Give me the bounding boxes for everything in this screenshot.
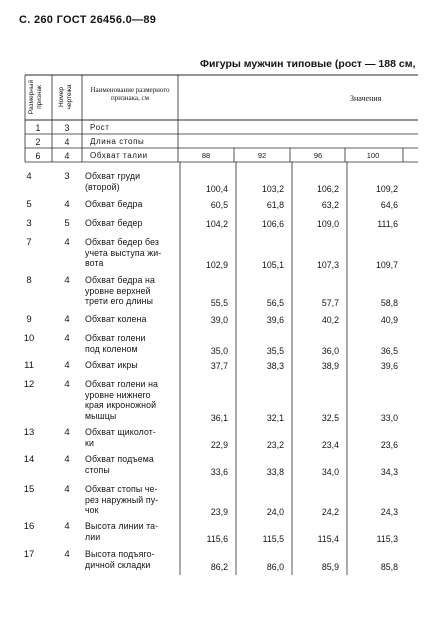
measurement-value: 106,6 bbox=[261, 219, 284, 229]
size-sign-id: 8 bbox=[26, 275, 32, 286]
measurement-value: 39,6 bbox=[266, 315, 284, 325]
drawing-number: 4 bbox=[64, 379, 70, 390]
drawing-number-header: Номер чертежа bbox=[58, 84, 73, 110]
measurement-value: 33,0 bbox=[380, 412, 398, 423]
size-sign-name: Обхват щиколот- bbox=[85, 427, 156, 437]
values-header: Значения bbox=[350, 94, 382, 103]
measurement-value: 34,3 bbox=[380, 466, 398, 477]
drawing-number: 4 bbox=[64, 549, 70, 560]
size-sign-name: мышцы bbox=[85, 410, 117, 421]
size-sign-id: 9 bbox=[26, 314, 32, 325]
size-sign-id: 7 bbox=[26, 237, 32, 248]
size-sign-name: Рост bbox=[90, 123, 110, 132]
size-sign-name: уровне верхней bbox=[85, 285, 151, 296]
measurement-value: 86,2 bbox=[210, 561, 228, 572]
size-sign-id: 15 bbox=[23, 484, 35, 495]
size-sign-name: Обхват голени bbox=[85, 333, 146, 343]
size-sign-name: рез наружный пу- bbox=[85, 494, 159, 505]
measurement-value: 39,0 bbox=[210, 315, 228, 325]
size-sign-name: под коленом bbox=[85, 343, 138, 354]
measurement-value: 102,9 bbox=[205, 260, 228, 270]
measurement-value: 111,6 bbox=[377, 219, 398, 229]
size-sign-name: Длина стопы bbox=[90, 137, 145, 146]
measurement-value: 85,8 bbox=[380, 561, 398, 572]
measurement-value: 39,6 bbox=[380, 361, 398, 371]
drawing-number: 4 bbox=[64, 151, 70, 161]
size-sign-name: трети его длины bbox=[85, 296, 154, 306]
size-sign-id: 2 bbox=[35, 137, 41, 147]
measurement-value: 40,2 bbox=[321, 315, 339, 325]
size-value: 96 bbox=[313, 151, 323, 160]
measurement-value: 37,7 bbox=[210, 361, 228, 371]
drawing-number: 4 bbox=[64, 275, 70, 286]
size-sign-name: Обхват колена bbox=[85, 314, 147, 324]
size-sign-id: 14 bbox=[23, 454, 35, 465]
measurement-value: 60,5 bbox=[210, 200, 228, 210]
drawing-number: 4 bbox=[64, 314, 70, 325]
measurement-value: 35,0 bbox=[210, 345, 228, 356]
size-sign-name: Обхват груди bbox=[85, 171, 141, 181]
drawing-number: 3 bbox=[64, 171, 70, 182]
table-caption: Фигуры мужчин типовые (рост — 188 см, bbox=[200, 58, 416, 70]
size-sign-name: вота bbox=[85, 258, 104, 268]
measurement-value: 109,2 bbox=[375, 183, 398, 194]
measurement-value: 24,0 bbox=[266, 507, 284, 517]
measurement-value: 23,4 bbox=[321, 439, 339, 450]
measurement-value: 36,5 bbox=[380, 345, 398, 356]
size-sign-header: Размерный признак bbox=[28, 79, 43, 115]
size-sign-name: Обхват бедра bbox=[85, 199, 143, 209]
drawing-number: 4 bbox=[64, 484, 70, 495]
measurement-value: 109,0 bbox=[316, 219, 339, 229]
measurement-value: 38,3 bbox=[266, 361, 284, 371]
size-sign-id: 4 bbox=[26, 171, 32, 182]
measurement-value: 104,2 bbox=[205, 219, 228, 229]
measurement-value: 33,6 bbox=[210, 466, 228, 477]
size-sign-name: Обхват бедер bbox=[85, 218, 143, 228]
measurement-value: 35,5 bbox=[266, 345, 284, 356]
size-sign-name: Обхват бедер без bbox=[85, 237, 160, 247]
measurement-value: 58,8 bbox=[380, 298, 398, 308]
drawing-number: 4 bbox=[64, 454, 70, 465]
measurement-value: 32,5 bbox=[321, 412, 339, 423]
measurement-value: 40,9 bbox=[380, 315, 398, 325]
measurement-value: 33,8 bbox=[266, 466, 284, 477]
size-sign-name: Обхват талии bbox=[90, 151, 148, 160]
measurement-value: 63,2 bbox=[321, 200, 339, 210]
drawing-number: 4 bbox=[64, 427, 70, 438]
measurement-value: 64,6 bbox=[380, 200, 398, 210]
size-sign-name: Высота подъяго- bbox=[85, 549, 155, 559]
size-sign-name: чок bbox=[85, 505, 99, 515]
measurement-value: 57,7 bbox=[321, 298, 339, 308]
drawing-number: 4 bbox=[64, 199, 70, 210]
drawing-number: 4 bbox=[64, 137, 70, 147]
name-header: Наименование размерного признака, см bbox=[90, 86, 170, 102]
drawing-number: 4 bbox=[64, 333, 70, 344]
size-sign-name: Обхват голени на bbox=[85, 379, 159, 389]
measurement-value: 115,3 bbox=[376, 533, 398, 544]
size-sign-id: 5 bbox=[26, 199, 32, 210]
measurement-value: 107,3 bbox=[316, 260, 339, 270]
measurement-value: 85,9 bbox=[321, 561, 339, 572]
measurement-value: 100,4 bbox=[205, 183, 228, 194]
measurement-value: 32,1 bbox=[266, 412, 284, 423]
measurement-value: 55,5 bbox=[210, 298, 228, 308]
measurement-value: 24,2 bbox=[321, 507, 339, 517]
size-value: 88 bbox=[201, 151, 211, 160]
size-sign-name: Обхват подъема bbox=[85, 454, 154, 464]
measurement-value: 61,8 bbox=[266, 200, 284, 210]
size-sign-id: 3 bbox=[26, 218, 32, 229]
size-sign-name: дичной складки bbox=[85, 559, 151, 570]
measurement-value: 38,9 bbox=[321, 361, 339, 371]
measurement-value: 103,2 bbox=[261, 183, 284, 194]
size-value: 100 bbox=[366, 151, 380, 160]
size-sign-name: Обхват стопы че- bbox=[85, 484, 158, 494]
measurement-value: 36,0 bbox=[321, 345, 339, 356]
size-sign-name: лии bbox=[85, 531, 101, 542]
size-sign-name: (второй) bbox=[85, 181, 120, 192]
drawing-number: 4 bbox=[64, 237, 70, 248]
measurement-value: 34,0 bbox=[321, 466, 339, 477]
size-sign-id: 11 bbox=[24, 360, 34, 371]
size-sign-id: 16 bbox=[23, 521, 35, 532]
measurement-value: 105,1 bbox=[261, 260, 284, 270]
size-sign-name: ки bbox=[85, 437, 94, 448]
measurement-value: 106,2 bbox=[316, 183, 339, 194]
measurement-value: 115,5 bbox=[262, 533, 284, 544]
measurement-value: 23,2 bbox=[266, 439, 284, 450]
size-sign-name: Обхват бедра на bbox=[85, 275, 155, 285]
measurement-value: 23,6 bbox=[380, 439, 398, 450]
measurement-value: 109,7 bbox=[375, 260, 398, 270]
drawing-number: 4 bbox=[64, 521, 70, 532]
size-sign-id: 12 bbox=[23, 379, 35, 390]
size-sign-id: 6 bbox=[35, 151, 41, 161]
size-sign-id: 1 bbox=[35, 123, 41, 133]
drawing-number: 3 bbox=[64, 123, 70, 133]
size-sign-id: 10 bbox=[23, 333, 35, 344]
size-sign-name: учета выступа жи- bbox=[85, 247, 162, 258]
measurement-value: 24,3 bbox=[380, 507, 398, 517]
measurement-value: 22,9 bbox=[210, 439, 228, 450]
measurement-value: 86,0 bbox=[266, 561, 284, 572]
size-sign-name: края икроножной bbox=[85, 400, 157, 410]
measurement-value: 115,6 bbox=[206, 533, 228, 544]
measurement-value: 36,1 bbox=[210, 412, 228, 423]
size-value: 92 bbox=[257, 151, 267, 160]
page-header: С. 260 ГОСТ 26456.0—89 bbox=[19, 14, 157, 26]
size-sign-id: 17 bbox=[23, 549, 35, 560]
drawing-number: 5 bbox=[64, 218, 70, 229]
measurement-value: 56,5 bbox=[266, 298, 284, 308]
measurement-value: 23,9 bbox=[210, 507, 228, 517]
size-sign-id: 13 bbox=[23, 427, 35, 438]
size-sign-name: стопы bbox=[85, 464, 110, 475]
size-sign-name: уровне нижнего bbox=[85, 389, 151, 400]
size-sign-name: Высота линии та- bbox=[85, 521, 159, 531]
measurement-value: 115,4 bbox=[317, 533, 339, 544]
drawing-number: 4 bbox=[64, 360, 70, 371]
size-sign-name: Обхват икры bbox=[85, 360, 138, 370]
